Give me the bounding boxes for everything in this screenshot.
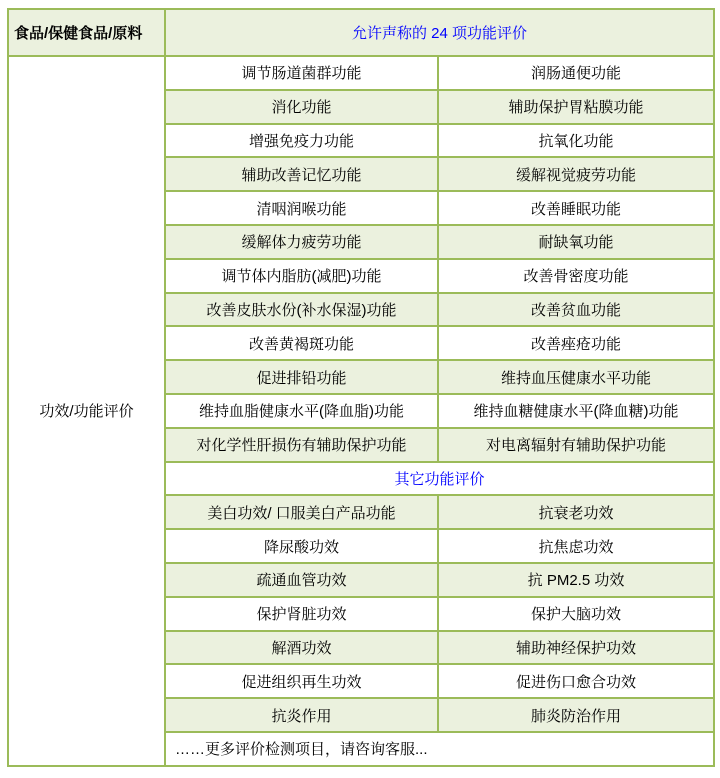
table-row bbox=[8, 56, 714, 90]
header-title-cell: 允许声称的 24 项功能评价 bbox=[165, 9, 714, 56]
function-cell: 美白功效/ 口服美白产品功能 bbox=[165, 495, 438, 529]
footer-note-cell: ……更多评价检测项目，请咨询客服... bbox=[165, 732, 714, 766]
function-cell: 耐缺氧功能 bbox=[438, 225, 714, 259]
function-cell: 抗炎作用 bbox=[165, 698, 438, 732]
function-cell: 促进组织再生功效 bbox=[165, 664, 438, 698]
function-cell: 维持血糖健康水平(降血糖)功能 bbox=[438, 394, 714, 428]
function-cell: 清咽润喉功能 bbox=[165, 191, 438, 225]
function-cell: 调节肠道菌群功能 bbox=[165, 56, 438, 90]
function-cell: 改善皮肤水份(补水保湿)功能 bbox=[165, 293, 438, 327]
function-cell: 缓解视觉疲劳功能 bbox=[438, 157, 714, 191]
function-cell: 调节体内脂肪(减肥)功能 bbox=[165, 259, 438, 293]
function-cell: 保护大脑功效 bbox=[438, 597, 714, 631]
function-cell: 维持血压健康水平功能 bbox=[438, 360, 714, 394]
function-cell: 保护肾脏功效 bbox=[165, 597, 438, 631]
function-cell: 抗 PM2.5 功效 bbox=[438, 563, 714, 597]
header-category-cell: 食品/保健食品/原料 bbox=[8, 9, 165, 56]
function-cell: 改善睡眠功能 bbox=[438, 191, 714, 225]
function-cell: 肺炎防治作用 bbox=[438, 698, 714, 732]
function-cell: 消化功能 bbox=[165, 90, 438, 124]
function-cell: 缓解体力疲劳功能 bbox=[165, 225, 438, 259]
function-cell: 对电离辐射有辅助保护功能 bbox=[438, 428, 714, 462]
function-cell: 抗衰老功效 bbox=[438, 495, 714, 529]
function-cell: 辅助改善记忆功能 bbox=[165, 157, 438, 191]
function-evaluation-table bbox=[7, 8, 715, 767]
side-label-cell: 功效/功能评价 bbox=[8, 56, 165, 766]
function-cell: 降尿酸功效 bbox=[165, 529, 438, 563]
function-cell: 维持血脂健康水平(降血脂)功能 bbox=[165, 394, 438, 428]
function-cell: 抗焦虑功效 bbox=[438, 529, 714, 563]
function-cell: 解酒功效 bbox=[165, 631, 438, 665]
function-cell: 辅助保护胃粘膜功能 bbox=[438, 90, 714, 124]
function-cell: 润肠通便功能 bbox=[438, 56, 714, 90]
function-cell: 改善黄褐斑功能 bbox=[165, 326, 438, 360]
table-header bbox=[8, 9, 714, 56]
function-cell: 疏通血管功效 bbox=[165, 563, 438, 597]
function-cell: 对化学性肝损伤有辅助保护功能 bbox=[165, 428, 438, 462]
table-body bbox=[8, 56, 714, 766]
function-cell: 辅助神经保护功效 bbox=[438, 631, 714, 665]
function-cell: 促进排铅功能 bbox=[165, 360, 438, 394]
function-cell: 增强免疫力功能 bbox=[165, 124, 438, 158]
other-functions-subheader-cell: 其它功能评价 bbox=[165, 462, 714, 496]
function-cell: 促进伤口愈合功效 bbox=[438, 664, 714, 698]
function-cell: 改善骨密度功能 bbox=[438, 259, 714, 293]
function-cell: 改善贫血功能 bbox=[438, 293, 714, 327]
function-cell: 改善痤疮功能 bbox=[438, 326, 714, 360]
function-cell: 抗氧化功能 bbox=[438, 124, 714, 158]
